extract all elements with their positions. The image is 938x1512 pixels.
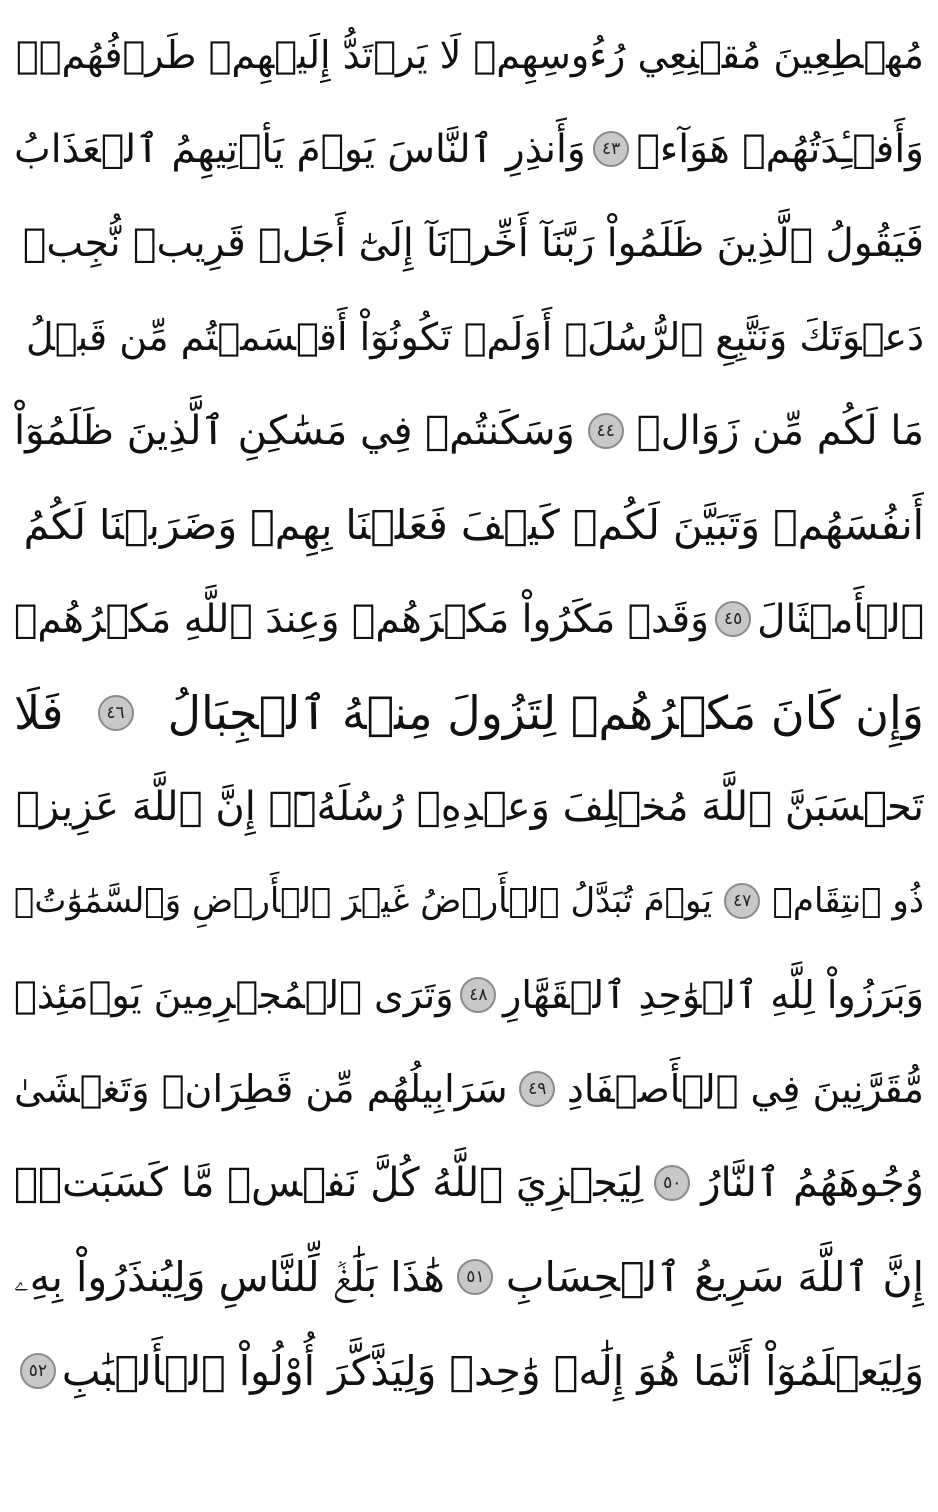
- verse-text: فَيَقُولُ ٱلَّذِينَ ظَلَمُواْ رَبَّنَآ أَخِّرۡنَآ إِلَىٰٓ أَجَلٖ قَرِيبٖ نُّجِبۡ: [22, 220, 924, 266]
- verse-line: [14, 196, 924, 290]
- verse-line: [14, 290, 924, 384]
- ayah-number-marker: ٤٣: [593, 131, 629, 167]
- verse-text: وَبَرَزُواْ لِلَّهِ ٱلۡوَٰحِدِ ٱلۡقَهَّارِ: [503, 973, 924, 1017]
- verse-line: [14, 1042, 924, 1136]
- verse-line: [14, 854, 924, 948]
- ayah-number-marker: ٤٩: [519, 1071, 555, 1107]
- verse-text: وَأَفۡـِٔدَتُهُمۡ هَوَآءٞ: [636, 126, 924, 172]
- verse-line: [14, 666, 924, 760]
- verse-text: يَوۡمَ تُبَدَّلُ ٱلۡأَرۡضُ غَيۡرَ ٱلۡأَرۡضِ وَٱلسَّمَٰوَٰتُۖ: [14, 881, 713, 921]
- verse-text: دَعۡوَتَكَ وَنَتَّبِعِ ٱلرُّسُلَۗ أَوَلَمۡ تَكُونُوٓاْ أَقۡسَمۡتُم مِّن قَبۡلُ: [25, 315, 924, 359]
- verse-line: [14, 384, 924, 478]
- ayah-number-marker: ٤٧: [724, 883, 760, 919]
- ayah-number-marker: ٤٤: [588, 413, 624, 449]
- ayah-number-marker: ٥٠: [654, 1165, 690, 1201]
- ayah-number-marker: ٤٦: [98, 695, 134, 731]
- ayah-number-marker: ٥٢: [20, 1353, 56, 1389]
- verse-text: أَنفُسَهُمۡ وَتَبَيَّنَ لَكُمۡ كَيۡفَ فَعَلۡنَا بِهِمۡ وَضَرَبۡنَا لَكُمُ: [23, 501, 924, 549]
- verse-text: مُّقَرَّنِينَ فِي ٱلۡأَصۡفَادِ: [566, 1067, 924, 1111]
- verse-text: وَأَنذِرِ ٱلنَّاسَ يَوۡمَ يَأۡتِيهِمُ ٱلۡعَذَابُ: [14, 126, 586, 172]
- verse-text: مُهۡطِعِينَ مُقۡنِعِي رُءُوسِهِمۡ لَا يَرۡتَدُّ إِلَيۡهِمۡ طَرۡفُهُمۡۖ: [15, 33, 924, 77]
- verse-text: تَحۡسَبَنَّ ٱللَّهَ مُخۡلِفَ وَعۡدِهِۦ رُسُلَهُۥٓۚ إِنَّ ٱللَّهَ عَزِيزٞ: [15, 784, 924, 830]
- verse-text: وَلِيَعۡلَمُوٓاْ أَنَّمَا هُوَ إِلَٰهٞ وَٰحِدٞ وَلِيَذَّكَّرَ أُوْلُواْ ٱلۡأَلۡبَٰبِ: [61, 1347, 924, 1395]
- verse-text: سَرَابِيلُهُم مِّن قَطِرَانٖ وَتَغۡشَىٰ: [14, 1067, 508, 1111]
- ayah-number-marker: ٥١: [457, 1259, 493, 1295]
- verse-text: وُجُوهَهُمُ ٱلنَّارُ: [701, 1160, 924, 1206]
- verse-line: [14, 1324, 924, 1418]
- verse-line: [14, 8, 924, 102]
- verse-text: مَا لَكُم مِّن زَوَالٖ: [636, 408, 924, 454]
- verse-text: هَٰذَا بَلَٰغٞ لِّلنَّاسِ وَلِيُنذَرُواْ بِهِۦ: [14, 1252, 445, 1301]
- ayah-number-marker: ٤٨: [460, 977, 496, 1013]
- verse-line: [14, 102, 924, 196]
- verse-line: [14, 478, 924, 572]
- verse-line: [14, 1230, 924, 1324]
- verse-line: [14, 948, 924, 1042]
- verse-text: فَلَا: [14, 686, 64, 740]
- verse-text: وَإِن كَانَ مَكۡرُهُمۡ لِتَزُولَ مِنۡهُ ٱلۡجِبَالُ: [167, 686, 924, 740]
- verse-line: [14, 760, 924, 854]
- verse-line: [14, 572, 924, 666]
- verse-text: ٱلۡأَمۡثَالَ: [757, 596, 924, 642]
- verse-text: ذُو ٱنتِقَامٖ: [772, 881, 924, 921]
- verse-text: وَسَكَنتُمۡ فِي مَسَٰكِنِ ٱلَّذِينَ ظَلَمُوٓاْ: [14, 408, 575, 454]
- ayah-number-marker: ٤٥: [715, 601, 751, 637]
- verse-text: إِنَّ ٱللَّهَ سَرِيعُ ٱلۡحِسَابِ: [505, 1253, 924, 1301]
- verse-text: وَقَدۡ مَكَرُواْ مَكۡرَهُمۡ وَعِندَ ٱللَّهِ مَكۡرُهُمۡ: [14, 596, 709, 642]
- verse-text: لِيَجۡزِيَ ٱللَّهُ كُلَّ نَفۡسٖ مَّا كَسَبَتۡۚ: [14, 1160, 644, 1206]
- verse-text: وَتَرَى ٱلۡمُجۡرِمِينَ يَوۡمَئِذٖ: [14, 973, 454, 1017]
- verse-line: [14, 1136, 924, 1230]
